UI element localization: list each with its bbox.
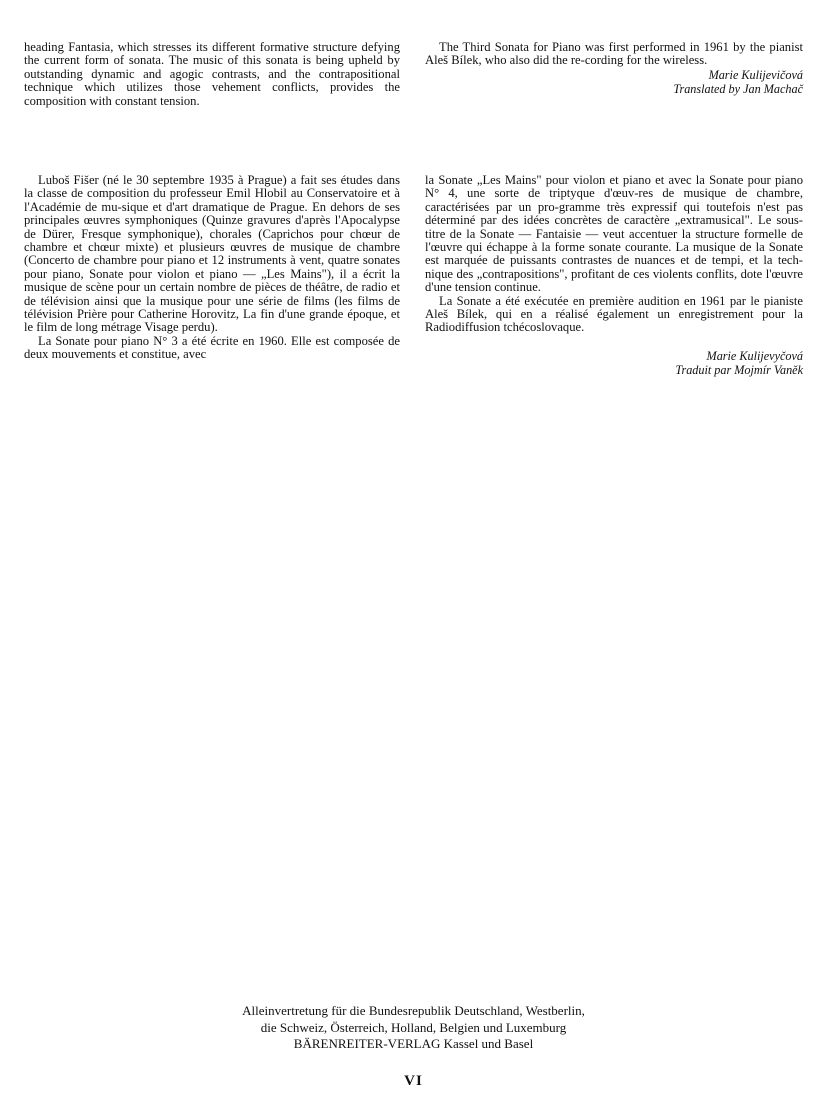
english-signature-translator: Translated by Jan Machač <box>673 81 803 96</box>
page-number: VI <box>404 1073 423 1089</box>
french-paragraph-premiere: La Sonate a été exécutée en première audition en 1961 par le pianiste Aleš Bílek, qui en a réalisé également un enregistrement pour la Radiodiffusion tchécoslovaque. <box>425 293 803 335</box>
french-text-right-column <box>425 174 803 377</box>
french-paragraph-sonata-intro: La Sonate pour piano N° 3 a été écrite en 1960. Elle est composée de deux mouvements et constitue, avec <box>24 333 400 362</box>
english-paragraph-continued: heading Fantasia, which stresses its different formative structure defying the current form of sonata. The music of this sonata is being upheld by outstanding dynamic and agogic contrasts, and the contrapositional technique which utilizes those vehement conflicts, provides the composition with constant tension. <box>24 40 400 108</box>
footer-line-1: Alleinvertretung für die Bundesrepublik Deutschland, Westberlin, <box>242 1003 585 1018</box>
english-text-left-column <box>24 41 400 108</box>
english-paragraph-premiere: The Third Sonata for Piano was first performed in 1961 by the pianist Aleš Bílek, who also did the re-cording for the wireless. <box>425 40 803 68</box>
french-paragraph-sonata-description: la Sonate „Les Mains" pour violon et piano et avec la Sonate pour piano N° 4, une sorte de triptyque d'œuv-res de musique de chambre, caractérisées par un pro-gramme très expressif qui toutefois n'est pas déterminé par des idées concrètes de caractère „extramusical". Le sous-titre de la Sonate — Fantaisie — veut accentuer la structure formelle de l'œuvre qui échappe à la forme sonate courante. La musique de la Sonate est marquée de puissants contrastes de nuances et de tempi, et la tech-nique des „contrapositions", profitant de ces violents conflits, dote l'œuvre d'une tension continue. <box>425 173 803 295</box>
french-signature-translator: Traduit par Mojmír Vaněk <box>675 362 803 377</box>
english-signature-author: Marie Kulijevičová <box>708 67 803 82</box>
french-text-left-column <box>24 174 400 362</box>
footer-line-3: BÄRENREITER-VERLAG Kassel und Basel <box>293 1036 534 1051</box>
footer-line-2: die Schweiz, Österreich, Holland, Belgien und Luxemburg <box>260 1019 567 1035</box>
french-signature-author: Marie Kulijevyčová <box>706 348 803 363</box>
english-text-right-column <box>425 41 803 96</box>
publisher-footer <box>0 1003 827 1053</box>
french-paragraph-biography: Luboš Fišer (né le 30 septembre 1935 à Prague) a fait ses études dans la classe de composition du professeur Emil Hlobil au Conservatoire et à l'Académie de mu-sique et d'art dramatique de Prague. En dehors de ses principales œuvres symphoniques (Quinze gravures d'après l'Apocalypse de Dürer, Fresque symphonique), chorales (Caprichos pour chœur de chambre et chœur mixte) et plusieurs œuvres de musique de chambre (Concerto de chambre pour piano et 12 instruments à vent, quatre sonates pour piano, Sonate pour violon et piano — „Les Mains"), il a écrit la musique de scène pour un certain nombre de pièces de théâtre, de radio et de télévision ainsi que la musique pour une série de films (les films de télévision Prière pour Catherine Horovitz, La fin d'une grande époque, et le film de long métrage Visage perdu). <box>24 173 400 335</box>
